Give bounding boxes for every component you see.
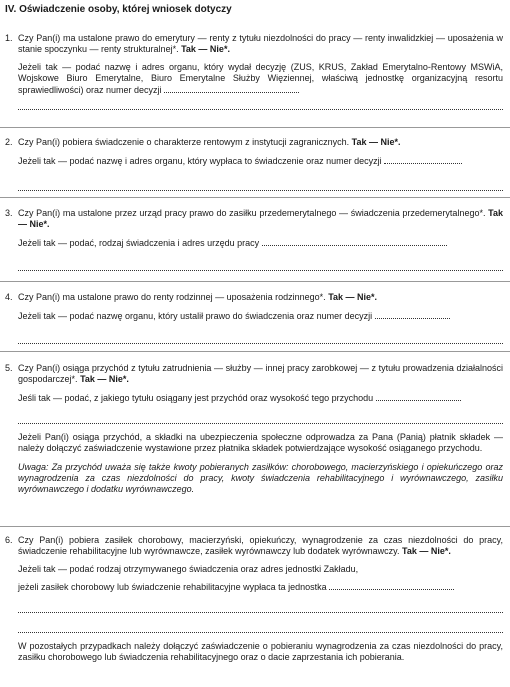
answer-line[interactable] xyxy=(18,261,503,271)
question-number: 4. xyxy=(5,292,13,302)
question-1 xyxy=(5,33,503,110)
final-instruction: W pozostałych przypadkach należy dołączyć zaświadczenie o pobieraniu wynagrodzenia za czas niezdolności do pracy, zasiłku chorobowego lub świadczenia rehabilitacyjnego oraz o dacie zaprzestania ich pobierania. xyxy=(18,641,503,662)
answer-line[interactable] xyxy=(18,414,503,424)
question-3 xyxy=(5,208,503,271)
yes-no-option[interactable]: Tak — Nie*. xyxy=(80,374,129,384)
question-number: 5. xyxy=(5,363,13,373)
question-text: Czy Pan(i) osiąga przychód z tytułu zatrudnienia — służby — innej pracy zarobkowej — z tytułu prowadzenia działalności gospodarczej*. xyxy=(18,363,503,384)
answer-line[interactable] xyxy=(18,603,503,613)
yes-no-option[interactable]: Tak — Nie*. xyxy=(402,546,451,556)
instruction-text: Jeśli tak — podać, z jakiego tytułu osiągany jest przychód oraz wysokość tego przychodu xyxy=(18,393,374,403)
instruction-text: Jeżeli tak — podać, rodzaj świadczenia i adres urzędu pracy xyxy=(18,238,260,248)
answer-line[interactable] xyxy=(329,581,454,590)
divider xyxy=(0,127,510,128)
question-number: 3. xyxy=(5,208,13,218)
question-4 xyxy=(5,292,503,344)
answer-line[interactable] xyxy=(164,84,299,93)
answer-line[interactable] xyxy=(376,392,461,401)
question-number: 1. xyxy=(5,33,13,43)
answer-line[interactable] xyxy=(262,237,447,246)
question-number: 2. xyxy=(5,137,13,147)
divider xyxy=(0,281,510,282)
instruction-text: Jeżeli tak — podać nazwę organu, który ustalił prawo do świadczenia oraz numer decyzji xyxy=(18,311,373,321)
answer-line[interactable] xyxy=(18,334,503,344)
yes-no-option[interactable]: Tak — Nie*. xyxy=(351,137,401,147)
answer-line[interactable] xyxy=(18,623,503,633)
answer-line[interactable] xyxy=(18,100,503,110)
divider xyxy=(0,351,510,352)
question-text: Czy Pan(i) pobiera świadczenie o charakterze rentowym z instytucji zagranicznych. xyxy=(18,137,350,147)
instruction-text: Jeżeli tak — podać rodzaj otrzymywanego świadczenia oraz adres jednostki Zakładu, xyxy=(18,564,359,574)
certificate-requirement: Jeżeli Pan(i) osiąga przychód, a składki na ubezpieczenia społeczne odprowadza za Pana (Panią) płatnik składek — należy dołączyć zaświadczenie wystawione przez płatnika składek potwierdzające wysokość osiąganego przychodu. xyxy=(18,432,503,453)
section-title: IV. Oświadczenie osoby, której wniosek dotyczy xyxy=(5,4,232,15)
question-text: Czy Pan(i) ma ustalone prawo do renty rodzinnej — uposażenia rodzinnego*. xyxy=(18,292,326,302)
answer-line[interactable] xyxy=(384,155,462,164)
question-6 xyxy=(5,535,503,663)
note-text: Uwaga: Za przychód uważa się także kwoty pobieranych zasiłków: chorobowego, macierzyńskiego i opiekuńczego oraz wynagrodzenia za czas niezdolności do pracy, kwoty świadczenia rehabilitacyjnego i wyrównawczego, zasiłku wyrównawczego i dodatku wyrównawczego. xyxy=(18,462,503,494)
question-number: 6. xyxy=(5,535,13,545)
instruction-text: jeżeli zasiłek chorobowy lub świadczenie rehabilitacyjne wypłaca ta jednostka xyxy=(18,582,327,592)
instruction-text: Jeżeli tak — podać nazwę i adres organu, który wydał decyzję (ZUS, KRUS, Zakład Emerytalno-Rentowy MSWiA, Wojskowe Biuro Emerytalne, Biuro Emerytalne Służby Więziennej, właściwą jednostkę organizacyjną resortu sprawiedliwości) oraz numer decyzji xyxy=(18,62,503,95)
question-5 xyxy=(5,363,503,495)
answer-line[interactable] xyxy=(375,310,450,319)
yes-no-option[interactable]: Tak — Nie*. xyxy=(18,208,503,229)
answer-line[interactable] xyxy=(18,181,503,191)
question-text: Czy Pan(i) ma ustalone przez urząd pracy prawo do zasiłku przedemerytalnego — świadczenia przedemerytalnego*. xyxy=(18,208,486,218)
yes-no-option[interactable]: Tak — Nie*. xyxy=(181,44,230,54)
question-2 xyxy=(5,137,503,191)
instruction-text: Jeżeli tak — podać nazwę i adres organu, który wypłaca to świadczenie oraz numer decyzji xyxy=(18,156,382,166)
question-text: Czy Pan(i) ma ustalone prawo do emerytury — renty z tytułu niezdolności do pracy — renty inwalidzkiej — uposażenia w stanie spoczynku — renty strukturalnej*. xyxy=(18,33,503,54)
divider xyxy=(0,526,510,527)
yes-no-option[interactable]: Tak — Nie*. xyxy=(328,292,378,302)
question-text: Czy Pan(i) pobiera zasiłek chorobowy, macierzyński, opiekuńczy, wynagrodzenie za czas niezdolności do pracy, świadczenie rehabilitacyjne lub wyrównawcze, zasiłek wyrównawczy lub dodatek wyrównawczy. xyxy=(18,535,503,556)
divider xyxy=(0,197,510,198)
